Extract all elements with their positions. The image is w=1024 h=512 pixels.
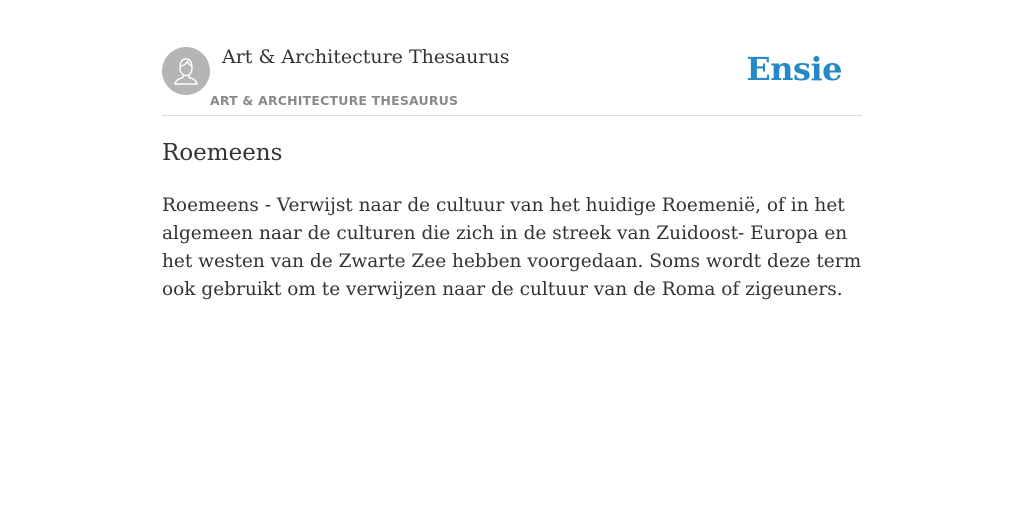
avatar[interactable] — [162, 47, 210, 95]
author-subtitle[interactable]: ART & ARCHITECTURE THESAURUS — [210, 93, 459, 108]
article-body: Roemeens - Verwijst naar de cultuur van het huidige Roemenië, of in het algemeen naar de culturen die zich in de streek van Zuidoost- Europa en het westen van de Zwarte Zee hebben voorgedaan. Soms wordt deze term ook gebruikt om te verwijzen naar de cultuur van de Roma of zigeuners. — [162, 195, 862, 300]
user-icon — [162, 47, 210, 95]
author-name[interactable]: Art & Architecture Thesaurus — [222, 46, 510, 68]
article-title: Roemeens — [162, 140, 283, 166]
header — [162, 38, 862, 116]
ensie-logo[interactable]: Ensie — [746, 50, 842, 88]
